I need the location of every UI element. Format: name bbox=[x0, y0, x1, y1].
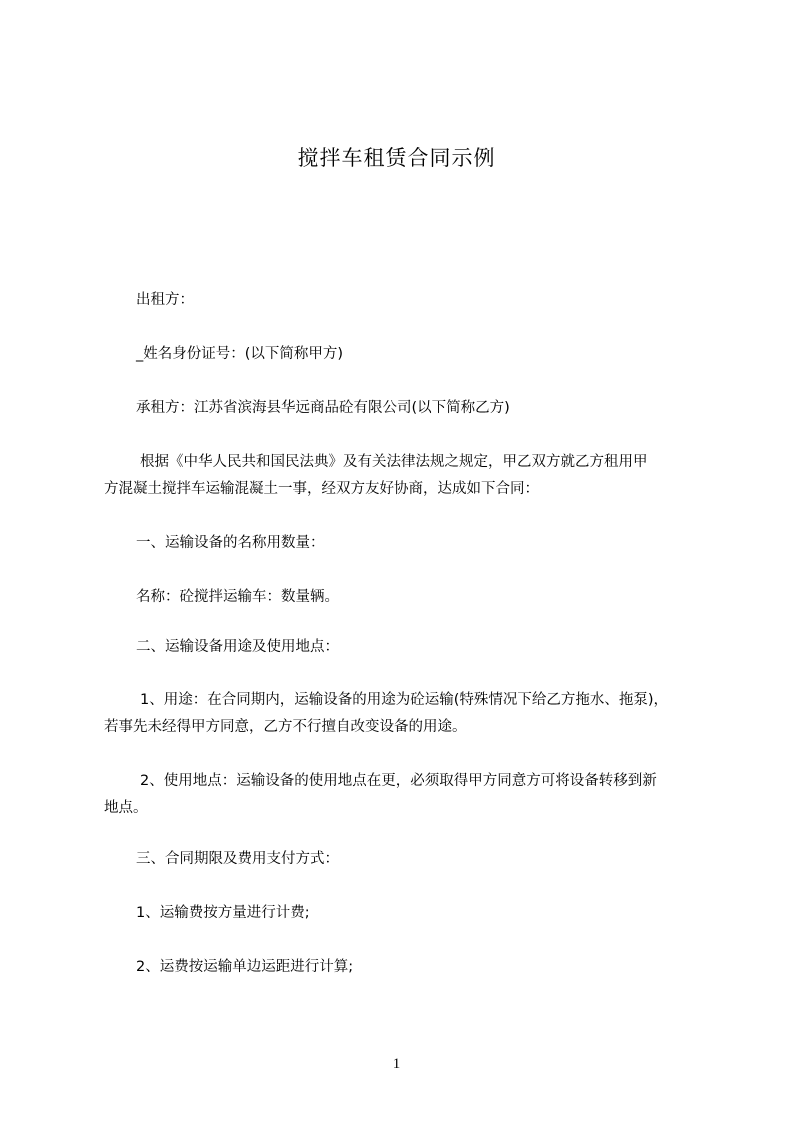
intro-line-2: 方混凝土搅拌车运输混凝土一事，经双方友好协商，达成如下合同： bbox=[104, 481, 539, 497]
section2-item1 bbox=[104, 687, 716, 741]
lessor-id-line: _姓名身份证号：(以下简称甲方) bbox=[136, 346, 344, 362]
lessor-label: 出租方： bbox=[136, 292, 194, 308]
section3-item1: 1、运输费按方量进行计费; bbox=[136, 905, 310, 921]
section2-item1-line-2: 若事先未经得甲方同意，乙方不行擅自改变设备的用途。 bbox=[104, 719, 467, 735]
section2-item2-line-2: 地点。 bbox=[104, 800, 148, 816]
section3-item2: 2、运费按运输单边运距进行计算; bbox=[136, 959, 354, 975]
section3-heading: 三、合同期限及费用支付方式： bbox=[136, 851, 339, 867]
intro-line-1: 根据《中华人民共和国民法典》及有关法律法规之规定，甲乙双方就乙方租用甲 bbox=[140, 454, 648, 470]
section2-heading: 二、运输设备用途及使用地点： bbox=[136, 639, 339, 655]
page-number: 1 bbox=[392, 1056, 401, 1072]
lessee-line: 承租方：江苏省滨海县华远商品砼有限公司(以下简称乙方) bbox=[136, 400, 510, 416]
intro-paragraph bbox=[104, 449, 716, 503]
section1-heading: 一、运输设备的名称用数量： bbox=[136, 535, 325, 551]
document-title: 搅拌车租赁合同示例 bbox=[297, 146, 496, 170]
section2-item2 bbox=[104, 768, 716, 822]
section2-item2-line-1: 2、使用地点：运输设备的使用地点在更，必须取得甲方同意方可将设备转移到新 bbox=[140, 773, 657, 789]
section1-name: 名称：砼搅拌运输车：数量辆。 bbox=[136, 589, 339, 605]
section2-item1-line-1: 1、用途：在合同期内，运输设备的用途为砼运输(特殊情况下给乙方拖水、拖泵)， bbox=[140, 692, 669, 708]
